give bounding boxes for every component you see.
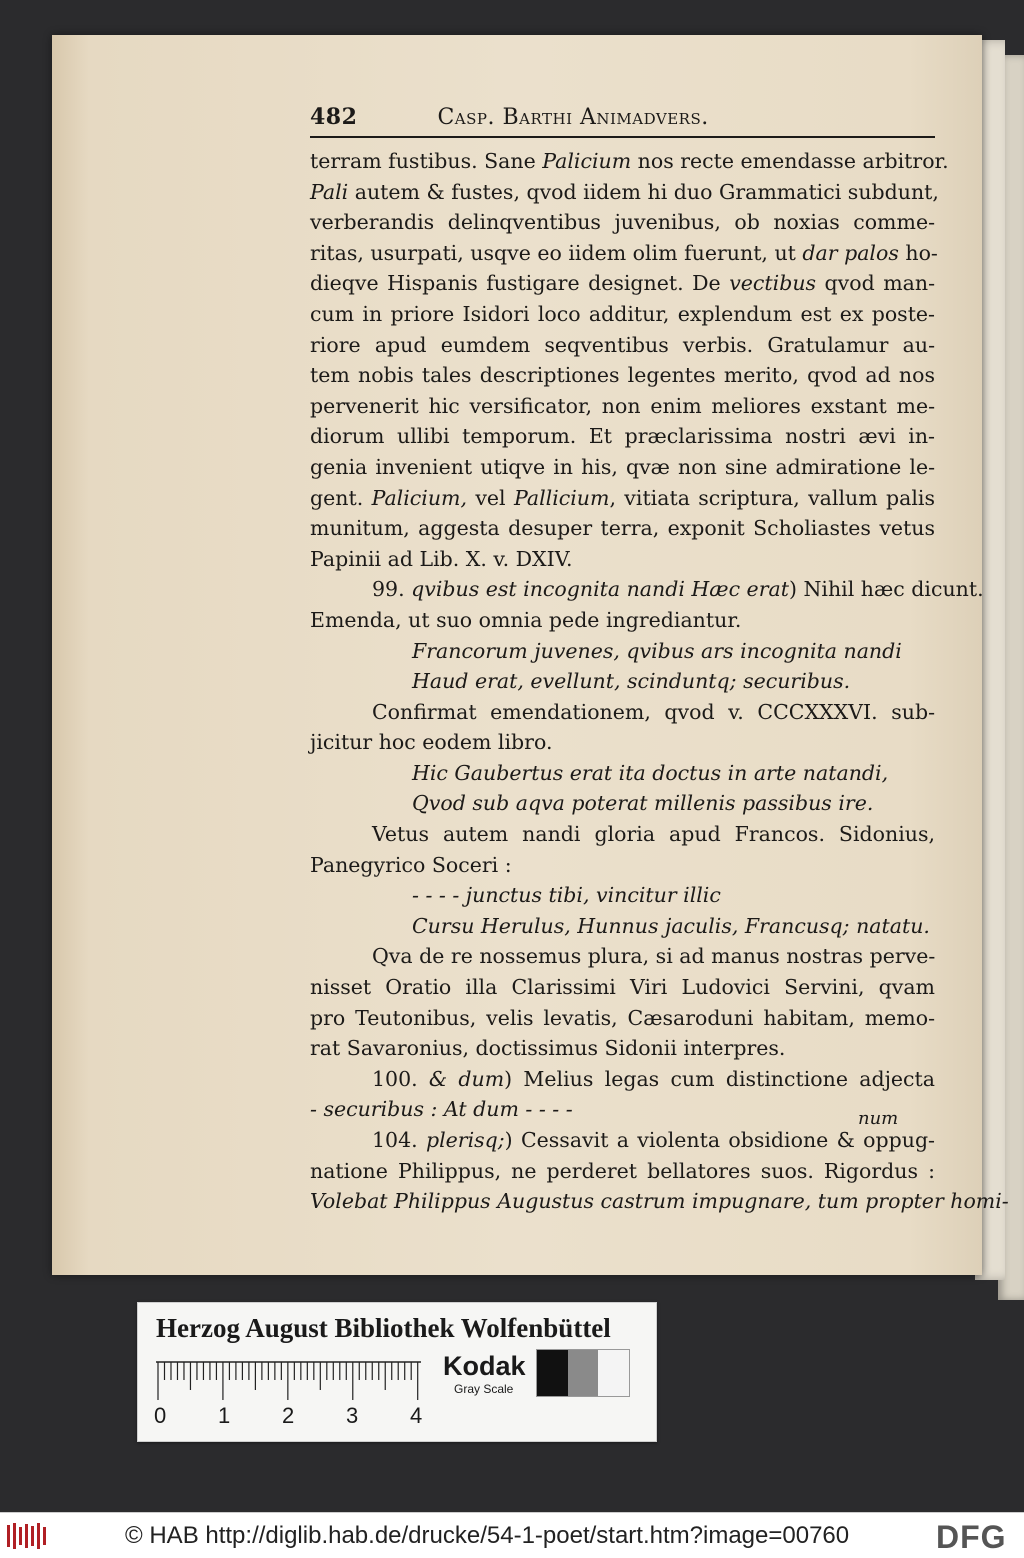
text-segment: ritas, usurpati, usqve eo iidem olim fuerunt, ut [310, 240, 803, 265]
text-segment: Palicium, [371, 485, 467, 510]
text-line [310, 941, 935, 972]
text-line [310, 850, 935, 881]
text-segment: Qva de re nossemus plura, si ad manus nostras perve- [372, 944, 936, 969]
page-text-block [310, 104, 1009, 1217]
text-line [310, 574, 984, 605]
kodak-logo: Kodak [443, 1351, 526, 1381]
text-segment: genia invenient utiqve in his, qvæ non sine admiratione le- [310, 454, 935, 479]
text-segment: pro Teutonibus, velis levatis, Cæsaroduni habitam, memo- [310, 1005, 935, 1030]
footer-bar [0, 1512, 1024, 1558]
text-line [310, 727, 935, 758]
text-line [310, 207, 935, 238]
ruler-label: 3 [346, 1403, 359, 1428]
text-line [310, 513, 935, 544]
text-segment: 100. [372, 1066, 429, 1091]
text-segment: Pallicium [513, 485, 610, 510]
text-segment: qvod man- [816, 271, 935, 296]
text-segment: Cursu Herulus, Hunnus jaculis, Francusq; natatu. [412, 913, 930, 938]
text-line [310, 1186, 1009, 1217]
text-segment: plerisq; [425, 1128, 505, 1152]
text-segment: 104. [372, 1128, 426, 1152]
text-segment: Haud erat, evellunt, scinduntq; securibus. [412, 669, 851, 694]
gray-scale-label: Gray Scale [454, 1382, 514, 1396]
text-segment: Emenda, ut suo omnia pede ingrediantur. [310, 607, 742, 632]
text-segment: Papinii ad Lib. X. v. DXIV. [310, 546, 573, 571]
catchword: num [858, 1108, 899, 1129]
text-line [310, 605, 935, 636]
text-segment: rat Savaronius, doctissimus Sidonii interpres. [310, 1036, 786, 1061]
text-segment: cum in priore Isidori loco additur, explendum est ex poste- [310, 301, 935, 326]
text-line [310, 819, 935, 850]
text-segment: qvibus est incognita nandi Hæc erat [411, 577, 789, 602]
text-segment: jicitur hoc eodem libro. [310, 730, 553, 755]
text-segment: Panegyrico Soceri : [310, 852, 512, 877]
gray-patch [568, 1350, 599, 1396]
text-line [310, 177, 939, 208]
text-segment: tem nobis tales descriptiones legentes merito, qvod ad nos [310, 363, 935, 388]
text-line [310, 421, 935, 452]
text-segment: - securibus : At dum - - - - [310, 1097, 573, 1122]
gray-patch [537, 1350, 568, 1396]
text-segment: Vetus autem nandi gloria apud Francos. Sidonius, [372, 822, 935, 847]
text-line [310, 268, 935, 299]
text-line [310, 452, 935, 483]
text-segment: Hic Gaubertus erat ita doctus in arte natandi, [412, 760, 889, 785]
scale-card [137, 1302, 657, 1442]
text-line [310, 544, 935, 575]
text-line [310, 360, 935, 391]
ruler-label: 2 [282, 1403, 295, 1428]
text-segment: ho- [898, 240, 938, 265]
ruler-label: 4 [410, 1403, 423, 1428]
text-segment: ) Cessavit a violenta obsidione & oppug- [504, 1128, 935, 1152]
text-segment: dar palos [802, 240, 899, 265]
gray-patches [536, 1349, 630, 1397]
text-segment: dieqve Hispanis fustigare designet. De [310, 271, 730, 296]
dfg-logo: DFG [936, 1519, 1007, 1555]
running-header [310, 104, 935, 138]
text-segment: verberandis delinqventibus juvenibus, ob noxias comme- [310, 210, 935, 235]
text-line [310, 758, 935, 789]
text-segment: vectibus [729, 271, 817, 296]
text-segment: riore apud eumdem seqventibus verbis. Gratulamur au- [310, 332, 935, 357]
text-segment: autem & fustes, qvod iidem hi duo Grammatici subdunt, [348, 179, 939, 204]
text-segment: ) Melius legas cum distinctione adjecta [504, 1066, 935, 1091]
text-segment: diorum ullibi temporum. Et præclarissima nostri ævi in- [310, 424, 935, 449]
text-segment: & dum [428, 1066, 505, 1091]
text-line [310, 483, 935, 514]
text-line [310, 880, 935, 911]
text-segment: nos recte emendasse arbitror. [631, 149, 949, 173]
text-lines [310, 146, 1009, 1217]
text-segment: ) Nihil hæc dicunt. [788, 577, 984, 602]
text-line [310, 1094, 935, 1125]
text-line [310, 1033, 935, 1064]
ruler-labels [154, 1403, 444, 1431]
page-number: 482 [310, 104, 358, 130]
footer-copyright-link[interactable]: © HAB http://diglib.hab.de/drucke/54-1-poet/start.htm?image=00760 [125, 1522, 850, 1549]
text-line [310, 666, 935, 697]
text-segment: terram fustibus. Sane [310, 149, 543, 173]
text-segment: natione Philippus, ne perderet bellatores suos. Rigordus : [310, 1158, 935, 1183]
library-name: Herzog August Bibliothek Wolfenbüttel [156, 1313, 611, 1343]
text-segment: Volebat Philippus Augustus castrum impugnare, tum propter homi- [310, 1189, 1009, 1214]
hab-logo-icon [6, 1521, 48, 1551]
text-line [310, 391, 935, 422]
running-head-title: Casp. Barthi Animadvers. [437, 105, 709, 130]
text-segment: Palicium [542, 149, 632, 173]
text-line [310, 911, 935, 942]
text-line [310, 1156, 935, 1187]
text-line [310, 788, 935, 819]
text-line [310, 972, 935, 1003]
text-line [310, 1125, 935, 1156]
text-segment: gent. [310, 485, 372, 510]
text-line [310, 330, 935, 361]
text-segment: nisset Oratio illa Clarissimi Viri Ludovici Servini, qvam [310, 975, 935, 1000]
text-line [310, 146, 949, 177]
text-segment: Qvod sub aqva poterat millenis passibus ire. [412, 791, 874, 816]
text-line [310, 238, 938, 269]
text-line [310, 697, 935, 728]
text-line [310, 299, 935, 330]
text-line [310, 636, 935, 667]
text-segment: pervenerit hic versificator, non enim meliores exstant me- [310, 393, 935, 418]
text-line [310, 1003, 935, 1034]
text-segment: - - - - junctus tibi, vincitur illic [412, 883, 721, 908]
text-segment: Confirmat emendationem, qvod v. CCCXXXVI. sub- [372, 699, 935, 724]
text-line [310, 1064, 935, 1095]
text-segment: munitum, aggesta desuper terra, exponit Scholiastes vetus [310, 516, 935, 541]
ruler-label: 0 [154, 1403, 167, 1428]
text-segment: vel [466, 485, 514, 510]
ruler-label: 1 [218, 1403, 231, 1428]
text-segment: , vitiata scriptura, vallum palis [609, 485, 935, 510]
gray-patch [598, 1350, 629, 1396]
text-segment: 99. [372, 577, 412, 602]
text-segment: Francorum juvenes, qvibus ars incognita nandi [412, 638, 902, 663]
text-segment: Pali [310, 179, 349, 204]
